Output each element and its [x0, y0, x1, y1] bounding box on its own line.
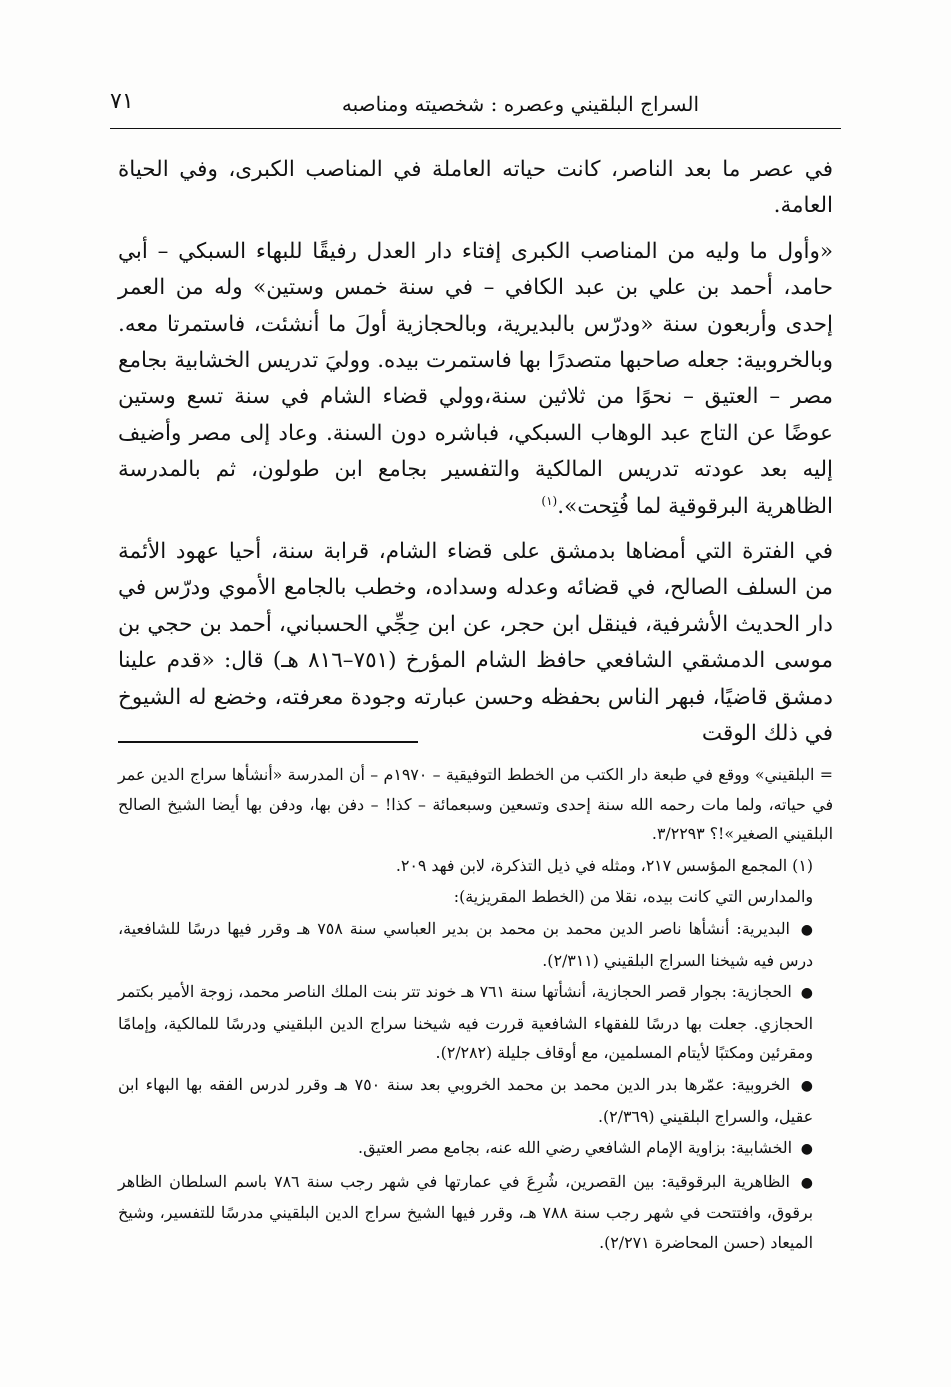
footnote-continuation: = البلقيني» ووقع في طبعة دار الكتب من الخطط التوفيقية – ١٩٧٠م – أن المدرسة «أنشأها سراج الدين عمر في حياته، ولما مات رحمه الله سنة إحدى وتسعين وسبعمائة – كذا! – دفن بها، ودفن بها أيضا الشيخ الصالح البلقيني الصغير»!؟ ٣/٢٢٩٣.	[118, 765, 833, 844]
bullet-icon: ●	[800, 1077, 813, 1094]
footnotes	[118, 760, 833, 1258]
footnote-separator	[118, 741, 418, 743]
school-item-text: الظاهرية البرقوقية: بين القصرين، شُرِعَ في عمارتها في شهر رجب سنة ٧٨٦ باسم السلطان الظاهر برقوق، وافتتحت في شهر رجب سنة ٧٨٨ هـ، وقرر فيها الشيخ سراج الدين البلقيني مدرسًا للتفسير، وشيخ الميعاد (حسن المحاضرة ٢/٢٧١).	[118, 1171, 813, 1252]
footnote-marker-1: (١)	[541, 493, 558, 508]
bullet-icon: ●	[800, 1174, 813, 1191]
page-number: ٧١	[110, 89, 134, 114]
school-item-text: الخشابية: بزاوية الإمام الشافعي رضي الله عنه، بجامع مصر العتيق.	[358, 1138, 792, 1158]
header-rule	[110, 128, 841, 129]
school-item-text: البديرية: أنشأها ناصر الدين محمد بن محمد بن بدير العباسي سنة ٧٥٨ هـ وقرر فيها درسًا للشافعية، درس فيه شيخنا السراج البلقيني (٢/٣١١).	[118, 918, 813, 970]
schools-intro: والمدارس التي كانت بيده، نقلا من (الخطط المقريزية):	[453, 887, 813, 907]
school-item-text: الحجازية: بجوار قصر الحجازية، أنشأتها سنة ٧٦١ هـ خوند تتر بنت الملك الناصر محمد، زوجة الأمير بكتمر الحجازي. جعلت بها درسًا للفقهاء الشافعية قررت فيه شيخنا سراج الدين البلقيني ودرسًا للمالكية، وإمامًا ومقرئين ومكتبًا لأيتام المسلمين، مع أوقاف جليلة (٢/٢٨٢).	[118, 982, 813, 1063]
bullet-icon: ●	[800, 985, 813, 1002]
school-item-kharrubiyya	[118, 1070, 833, 1131]
school-item-khashabiyya	[118, 1133, 833, 1165]
paragraph-2	[118, 234, 833, 525]
bullet-icon: ●	[800, 921, 813, 938]
paragraph-1: في عصر ما بعد الناصر، كانت حياته العاملة في المناصب الكبرى، وفي الحياة العامة.	[118, 157, 833, 219]
main-text	[118, 152, 833, 753]
school-item-zahiriyya-barquqiyya	[118, 1167, 833, 1258]
school-item-badiriyya	[118, 914, 833, 975]
paragraph-3: في الفترة التي أمضاها بدمشق على قضاء الشام، قرابة سنة، أحيا عهود الأئمة من السلف الصالح، في قضائه وعدله وسداده، وخطب بالجامع الأموي ودرّس في دار الحديث الأشرفية، فينقل ابن حجر، عن ابن حِجِّي الحسباني، أحمد بن حجي بن موسى الدمشقي الشافعي حافظ الشام المؤرخ (٧٥١–٨١٦ هـ) قال: «قدم علينا دمشق قاضيًا، فبهر الناس بحفظه وحسن عبارته وجودة معرفته، وخضع له الشيوخ في ذلك الوقت	[118, 539, 833, 747]
running-header-title: السراج البلقيني وعصره : شخصيته ومناصبه	[341, 92, 700, 116]
school-item-hijaziyya	[118, 977, 833, 1068]
school-item-text: الخروبية: عمّرها بدر الدين محمد بن محمد الخروبي بعد سنة ٧٥٠ هـ وقرر لدرس الفقه بها البهاء ابن عقيل، والسراج البلقيني (٢/٣٦٩).	[118, 1074, 813, 1126]
paragraph-2-text: «وأول ما وليه من المناصب الكبرى إفتاء دار العدل رفيقًا للبهاء السبكي – أبي حامد، أحمد بن علي بن عبد الكافي – في سنة خمس وستين» وله من العمر إحدى وأربعون سنة «ودرّس بالبديرية، وبالحجازية أولَ ما أنشئت، فاستمرتا معه. وبالخروبية: جعله صاحبها متصدرًا بها فاستمرت بيده. ووليَ تدريس الخشابية بجامع مصر – العتيق – نحوًا من ثلاثين سنة،وولي قضاء الشام في سنة تسع وستين عوضًا عن التاج عبد الوهاب السبكي، فباشره دون السنة. وعاد إلى مصر وأضيف إليه بعد عودته تدريس المالكية والتفسير بجامع ابن طولون، ثم بالمدرسة الظاهرية البرقوقية لما فُتِحت».	[118, 238, 833, 519]
running-header	[110, 86, 841, 126]
footnote-1: (١) المجمع المؤسس ٢١٧، ومثله في ذيل التذكرة، لابن فهد ٢٠٩.	[395, 855, 813, 875]
bullet-icon: ●	[800, 1141, 813, 1158]
